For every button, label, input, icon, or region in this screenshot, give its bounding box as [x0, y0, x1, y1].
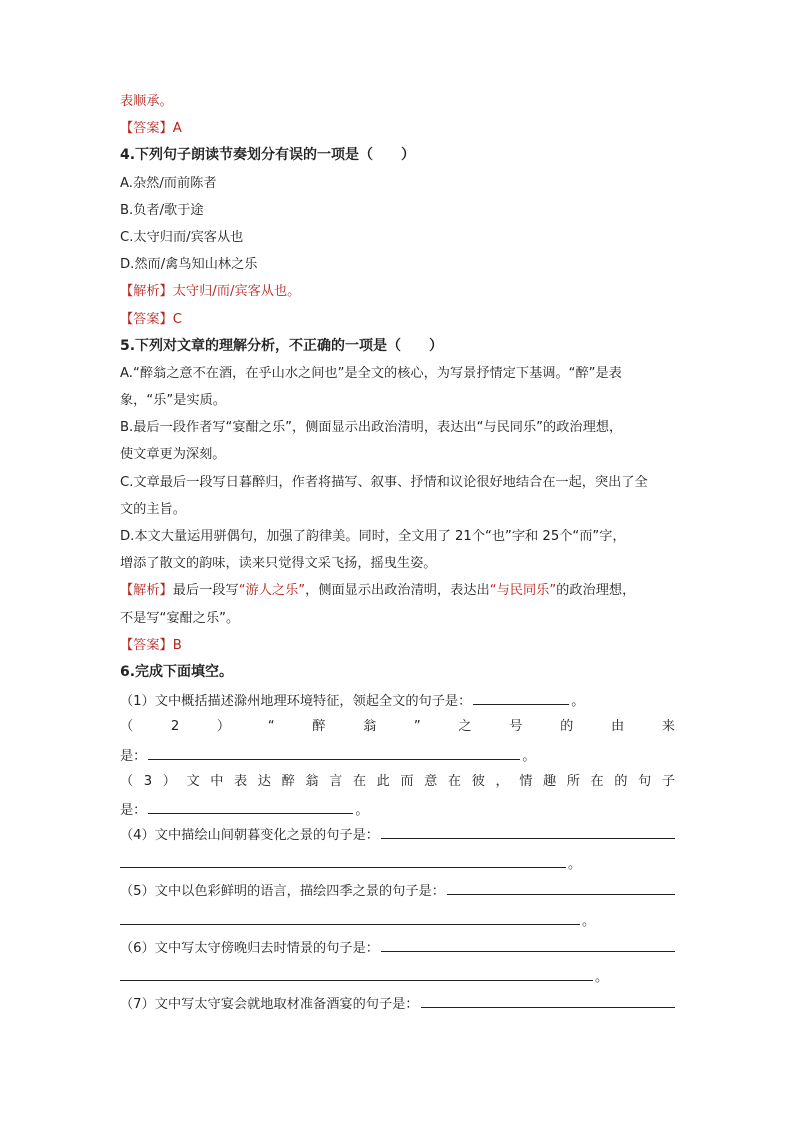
document-page — [120, 88, 675, 1018]
q4-option-c: C.太守归而/宾客从也 — [120, 229, 244, 245]
q6-3-char: （ — [120, 773, 134, 789]
q6-3-char: 彼 — [471, 773, 485, 789]
q6-item-2-text: 是： — [120, 748, 147, 764]
q6-3-char: 句 — [638, 773, 652, 789]
q6-item-3-line1 — [120, 768, 675, 795]
q6-item-1-text: （1）文中概括描述滁州地理环境特征，领起全文的句子是： — [120, 694, 472, 710]
answer-tag: 【答案】 — [120, 311, 173, 327]
period: 。 — [522, 748, 536, 764]
q6-item-5-line2 — [120, 906, 675, 933]
q6-item-3-line2 — [120, 795, 675, 822]
q5-option-b-line1: B.最后一段作者写“宴酣之乐”，侧面显示出政治清明，表达出“与民同乐”的政治理想， — [120, 420, 623, 436]
q6-3-char: 此 — [376, 773, 390, 789]
explanation-tag: 【解析】 — [120, 284, 173, 300]
q5-answer — [120, 632, 675, 659]
q6-item-1 — [120, 686, 675, 713]
question-4-title: 4.下列句子朗读节奏划分有误的一项是（ ） — [120, 147, 416, 164]
explanation-text: ，侧面显示出政治清明，表达出 — [305, 583, 490, 599]
question-6-title: 6.完成下面填空。 — [120, 663, 234, 680]
q6-item-4-line2 — [120, 849, 675, 876]
question-5-title: 5.下列对文章的理解分析，不正确的一项是（ ） — [120, 337, 444, 354]
q5-explanation-line2: 不是写“宴酣之乐”。 — [120, 610, 240, 626]
fill-blank[interactable] — [120, 849, 566, 868]
answer-tag: 【答案】 — [120, 121, 173, 137]
q6-3-char: 情 — [519, 773, 533, 789]
q6-item-4-text: （4）文中描绘山间朝暮变化之景的句子是： — [120, 828, 379, 844]
period: 。 — [355, 802, 369, 818]
q6-3-char: 3 — [143, 773, 153, 789]
q6-3-char: 表 — [234, 773, 248, 789]
q6-item-2-line2 — [120, 741, 675, 768]
fill-blank[interactable] — [447, 878, 675, 895]
fill-blank[interactable] — [421, 991, 675, 1008]
fill-blank[interactable] — [473, 686, 569, 705]
q6-3-char: 醉 — [281, 773, 295, 789]
q5-option-a-line2: 象，“乐”是实质。 — [120, 393, 226, 409]
q6-3-char: 子 — [661, 773, 675, 789]
q5-option-d-line2: 增添了散文的韵味，读来只觉得文采飞扬，摇曳生姿。 — [120, 556, 437, 572]
q4-explanation — [120, 278, 675, 305]
period: 。 — [595, 970, 609, 985]
period: 。 — [568, 857, 582, 873]
text-line: 表顺承。 — [120, 94, 173, 109]
q6-3-char: 所 — [566, 773, 580, 789]
q6-3-char: ） — [162, 773, 176, 789]
explanation-text: 太守归/而/宾客从也。 — [172, 284, 301, 300]
q6-item-7-text: （7）文中写太守宴会就地取材准备酒宴的句子是： — [120, 997, 419, 1013]
explanation-quote: “游人之乐” — [238, 583, 306, 599]
fill-blank[interactable] — [381, 935, 675, 952]
q6-3-char: 意 — [424, 773, 438, 789]
explanation-quote: “与民同乐” — [489, 583, 557, 599]
q6-3-char: 在 — [590, 773, 604, 789]
period: 。 — [571, 694, 585, 710]
q6-2-char: 2 — [170, 719, 180, 735]
q6-item-5-line1 — [120, 878, 675, 905]
q6-2-char: ” — [413, 719, 421, 735]
answer-value: C — [172, 311, 182, 327]
q4-answer — [120, 306, 675, 333]
fill-blank[interactable] — [381, 822, 675, 839]
q6-2-char: 来 — [661, 719, 675, 735]
q6-2-char: 醉 — [312, 719, 326, 735]
fill-blank[interactable] — [148, 741, 520, 760]
answer-line — [120, 115, 675, 142]
q6-3-char: 趣 — [542, 773, 557, 789]
q6-item-3-text: 是： — [120, 802, 147, 818]
q4-option-b: B.负者/歌于途 — [120, 202, 204, 218]
fill-blank[interactable] — [120, 906, 580, 925]
q6-3-char: 翁 — [305, 773, 319, 789]
q6-2-char: 由 — [610, 719, 625, 735]
q6-3-char: ， — [495, 773, 509, 789]
q6-item-2-line1 — [120, 713, 675, 740]
q6-3-char: 在 — [352, 773, 367, 789]
q4-option-a: A.杂然/而前陈者 — [120, 175, 217, 191]
q6-2-char: （ — [120, 719, 134, 735]
q5-option-c-line2: 文的主旨。 — [120, 501, 186, 517]
q6-item-6-text: （6）文中写太守傍晚归去时情景的句子是： — [120, 940, 379, 956]
q6-item-5-text: （5）文中以色彩鲜明的语言，描绘四季之景的句子是： — [120, 884, 445, 900]
q6-3-char: 言 — [329, 773, 343, 789]
q5-option-a-line1: A.“醉翁之意不在酒，在乎山水之间也”是全文的核心，为写景抒情定下基调。“醉”是表 — [120, 365, 622, 381]
explanation-text: 的政治理想， — [556, 583, 636, 599]
q6-item-7-line1 — [120, 991, 675, 1018]
fill-blank[interactable] — [120, 962, 593, 981]
q5-explanation-line1 — [120, 577, 675, 604]
q6-2-char: “ — [267, 719, 275, 735]
explanation-tag: 【解析】 — [120, 583, 173, 599]
q6-item-4-line1 — [120, 822, 675, 849]
period: 。 — [582, 913, 596, 929]
q6-item-6-line2 — [120, 962, 675, 989]
explanation-text: 最后一段写 — [172, 583, 239, 599]
q5-option-b-line2: 使文章更为深刻。 — [120, 447, 226, 463]
q5-option-d-line1: D.本文大量运用骈偶句，加强了韵律美。同时，全文用了 21个“也”字和 25个“而”字， — [120, 529, 626, 544]
q6-3-char: 而 — [400, 773, 414, 789]
answer-tag: 【答案】 — [120, 637, 173, 653]
answer-value: B — [172, 637, 182, 653]
q6-3-char: 在 — [447, 773, 462, 789]
q6-2-char: 号 — [509, 719, 523, 735]
q6-3-char: 达 — [257, 773, 271, 789]
q6-2-char: ） — [216, 719, 231, 735]
q6-2-char: 的 — [560, 719, 574, 735]
q5-option-c-line1: C.文章最后一段写日暮醉归，作者将描写、叙事、抒情和议论很好地结合在一起，突出了全 — [120, 474, 648, 490]
q6-3-char: 文 — [186, 773, 200, 789]
q6-2-char: 翁 — [363, 719, 377, 735]
q6-item-6-line1 — [120, 935, 675, 962]
q6-3-char: 中 — [210, 773, 224, 789]
q4-option-d: D.然而/禽鸟知山林之乐 — [120, 257, 258, 273]
fill-blank[interactable] — [148, 795, 353, 814]
q6-3-char: 的 — [614, 773, 628, 789]
answer-value: A — [172, 121, 182, 137]
q6-2-char: 之 — [458, 719, 472, 735]
